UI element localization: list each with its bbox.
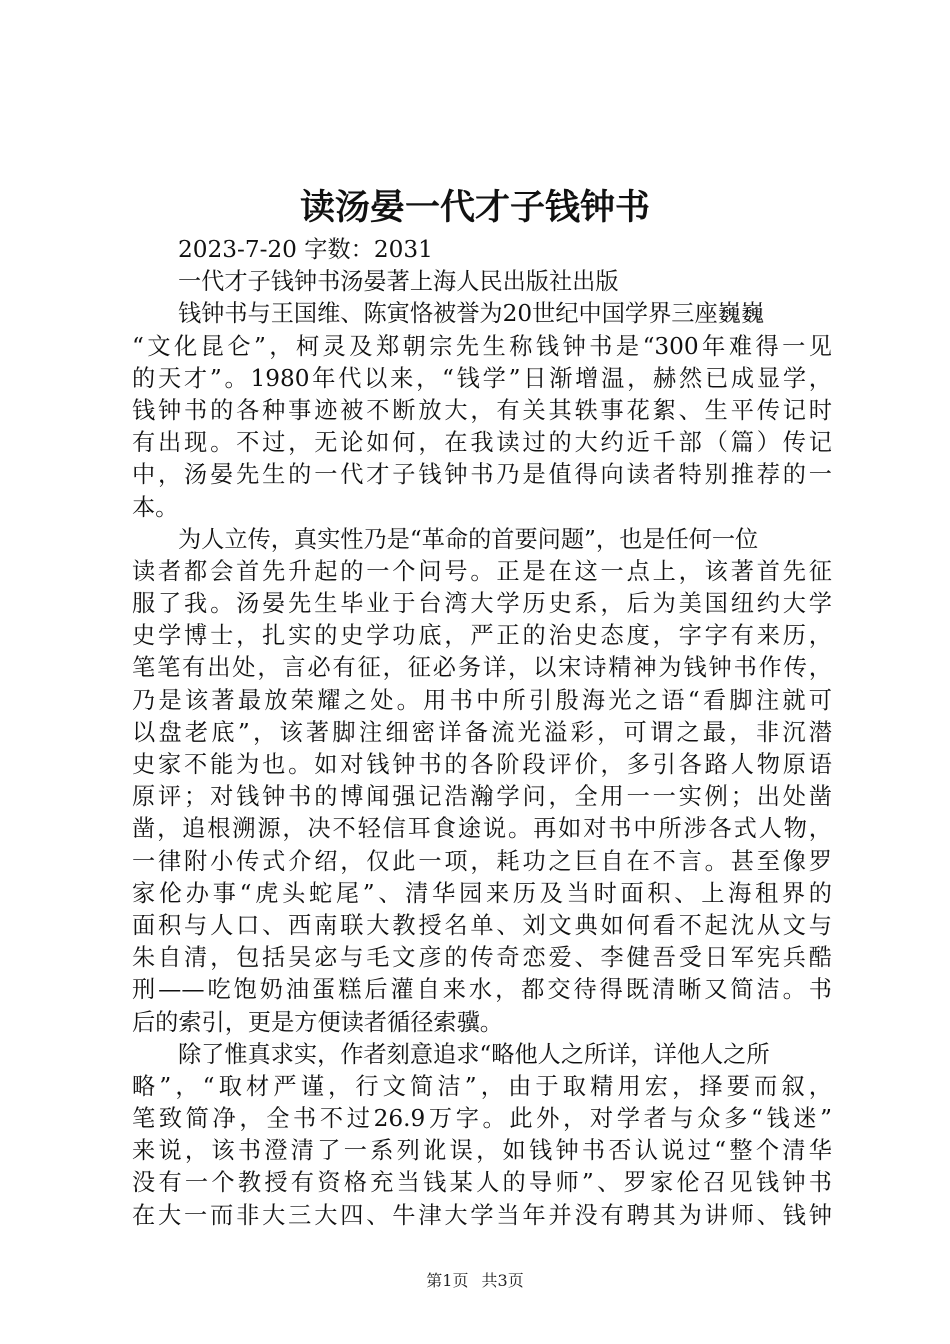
paragraph-line: 后的索引，更是方便读者循径索骥。 bbox=[132, 1008, 503, 1036]
paragraph-line: 乃是该著最放荣耀之处。用书中所引殷海光之语“看脚注就可 bbox=[132, 686, 832, 714]
paragraph-line: 刑——吃饱奶油蛋糕后灌自来水，都交待得既清晰又简洁。书 bbox=[132, 976, 832, 1004]
paragraph-line: 钱钟书的各种事迹被不断放大，有关其轶事花絮、生平传记时 bbox=[132, 396, 832, 424]
book-info-line: 一代才子钱钟书汤晏著上海人民出版社出版 bbox=[178, 268, 619, 296]
paragraph-line: 本。 bbox=[132, 493, 179, 521]
paragraph-line: 笔笔有出处，言必有征，征必务详，以宋诗精神为钱钟书作传， bbox=[132, 654, 832, 682]
paragraph-1 bbox=[132, 298, 832, 523]
page-number-total: 共3页 bbox=[481, 1271, 524, 1290]
paragraph-line: 笔致简净，全书不过26.9万字。此外，对学者与众多“钱迷” bbox=[132, 1105, 832, 1133]
paragraph-line: 略”，“取材严谨，行文简洁”，由于取精用宏，择要而叙， bbox=[132, 1072, 832, 1100]
paragraph-line: 有出现。不过，无论如何，在我读过的大约近千部（篇）传记 bbox=[132, 429, 832, 457]
page-number-current: 第1页 bbox=[426, 1271, 469, 1290]
paragraph-line: 史家不能为也。如对钱钟书的各阶段评价，多引各路人物原语 bbox=[132, 751, 832, 778]
paragraph-line: 来说，该书澄清了一系列讹误，如钱钟书否认说过“整个清华 bbox=[132, 1137, 832, 1165]
document-title: 读汤晏一代才子钱钟书 bbox=[299, 187, 650, 228]
paragraph-3 bbox=[132, 1039, 832, 1232]
paragraph-line: 凿，追根溯源，决不轻信耳食途说。再如对书中所涉各式人物， bbox=[132, 815, 832, 843]
paragraph-line: 没有一个教授有资格充当钱某人的导师”、罗家伦召见钱钟书 bbox=[132, 1169, 832, 1197]
paragraph-line: 服了我。汤晏先生毕业于台湾大学历史系，后为美国纽约大学 bbox=[132, 590, 832, 618]
paragraph-line: 读者都会首先升起的一个问号。正是在这一点上，该著首先征 bbox=[132, 557, 832, 585]
paragraph-line: 朱自清，包括吴宓与毛文彦的传奇恋爱、李健吾受日军宪兵酷 bbox=[132, 944, 832, 972]
paragraph-line: 钱钟书与王国维、陈寅恪被誉为20世纪中国学界三座巍巍 bbox=[178, 300, 765, 328]
paragraph-line: 的天才”。1980年代以来，“钱学”日渐增温，赫然已成显学， bbox=[132, 364, 832, 392]
page-footer bbox=[0, 1270, 950, 1292]
paragraph-line: 原评；对钱钟书的博闻强记浩瀚学问，全用一一实例；出处凿 bbox=[132, 783, 832, 811]
paragraph-line: 一律附小传式介绍，仅此一项，耗功之巨自在不言。甚至像罗 bbox=[132, 847, 832, 875]
meta-line: 2023-7-20 字数：2031 bbox=[178, 236, 433, 263]
paragraph-line: 除了惟真求实，作者刻意追求“略他人之所详，详他人之所 bbox=[178, 1040, 770, 1068]
paragraph-2 bbox=[132, 524, 832, 1039]
paragraph-line: “文化昆仑”，柯灵及郑朝宗先生称钱钟书是“300年难得一见 bbox=[132, 332, 832, 360]
document-body bbox=[132, 234, 832, 1232]
paragraph-line: 面积与人口、西南联大教授名单、刘文典如何看不起沈从文与 bbox=[132, 911, 832, 939]
paragraph-line: 家伦办事“虎头蛇尾”、清华园来历及当时面积、上海租界的 bbox=[132, 879, 832, 907]
paragraph-line: 史学博士，扎实的史学功底，严正的治史态度，字字有来历， bbox=[132, 622, 832, 650]
paragraph-line: 在大一而非大三大四、牛津大学当年并没有聘其为讲师、钱钟 bbox=[132, 1201, 832, 1229]
paragraph-line: 中，汤晏先生的一代才子钱钟书乃是值得向读者特别推荐的一 bbox=[132, 461, 832, 489]
paragraph-line: 以盘老底”，该著脚注细密详备流光溢彩，可谓之最，非沉潜 bbox=[132, 718, 832, 746]
paragraph-line: 为人立传，真实性乃是“革命的首要问题”，也是任何一位 bbox=[178, 525, 759, 553]
